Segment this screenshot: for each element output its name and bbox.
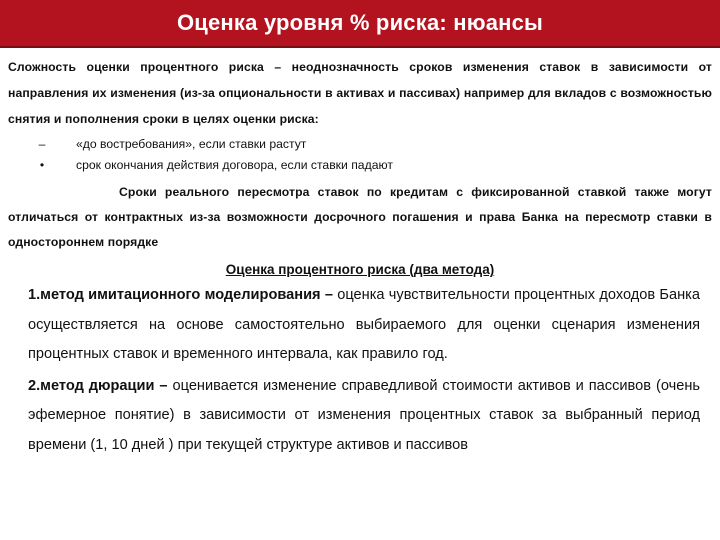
slide-title-bar bbox=[0, 0, 720, 46]
bullet-list bbox=[8, 134, 712, 176]
list-item bbox=[8, 155, 712, 176]
method-title: 2.метод дюрации – bbox=[28, 377, 168, 394]
slide-body bbox=[8, 54, 712, 460]
method-description: оценка чувствительности процентных доходов Банка осуществляется на основе самостоятельно выбираемого для оценки сценария изменения процентных ставок и временного интервала, как правило год. bbox=[28, 287, 700, 362]
list-item bbox=[8, 134, 712, 155]
bullet-text: срок окончания действия договора, если ставки падают bbox=[76, 158, 393, 172]
bullet-text: «до востребования», если ставки растут bbox=[76, 137, 307, 151]
method-title: 1.метод имитационного моделирования – bbox=[28, 287, 333, 303]
slide-title: Оценка уровня % риска: нюансы bbox=[176, 10, 544, 35]
method-simulation bbox=[8, 281, 712, 370]
method-description: оценивается изменение справедливой стоимости активов и пассивов (очень эфемерное понятие) в зависимости от изменения процентных ставок за выбранный период времени (1, 10 дней ) при текущей структуре активов и пассивов bbox=[28, 377, 700, 453]
dash-marker: – bbox=[38, 137, 46, 151]
method-duration bbox=[8, 372, 712, 461]
methods-heading: Оценка процентного риска (два метода) bbox=[225, 262, 495, 277]
bullet-marker: • bbox=[39, 158, 45, 172]
title-divider bbox=[0, 46, 720, 48]
repricing-paragraph: Сроки реального пересмотра ставок по кредитам с фиксированной ставкой также могут отличаться от контрактных из-за возможности досрочного погашения и права Банка на пересмотр ставки в одностороннем порядке bbox=[8, 185, 712, 249]
intro-paragraph: Сложность оценки процентного риска – неоднозначность сроков изменения ставок в зависимости от направления их изменения (из-за опциональности в активах и пассивах) например для вкладов с возможностью снятия и пополнения сроки в целях оценки риска: bbox=[8, 60, 712, 126]
